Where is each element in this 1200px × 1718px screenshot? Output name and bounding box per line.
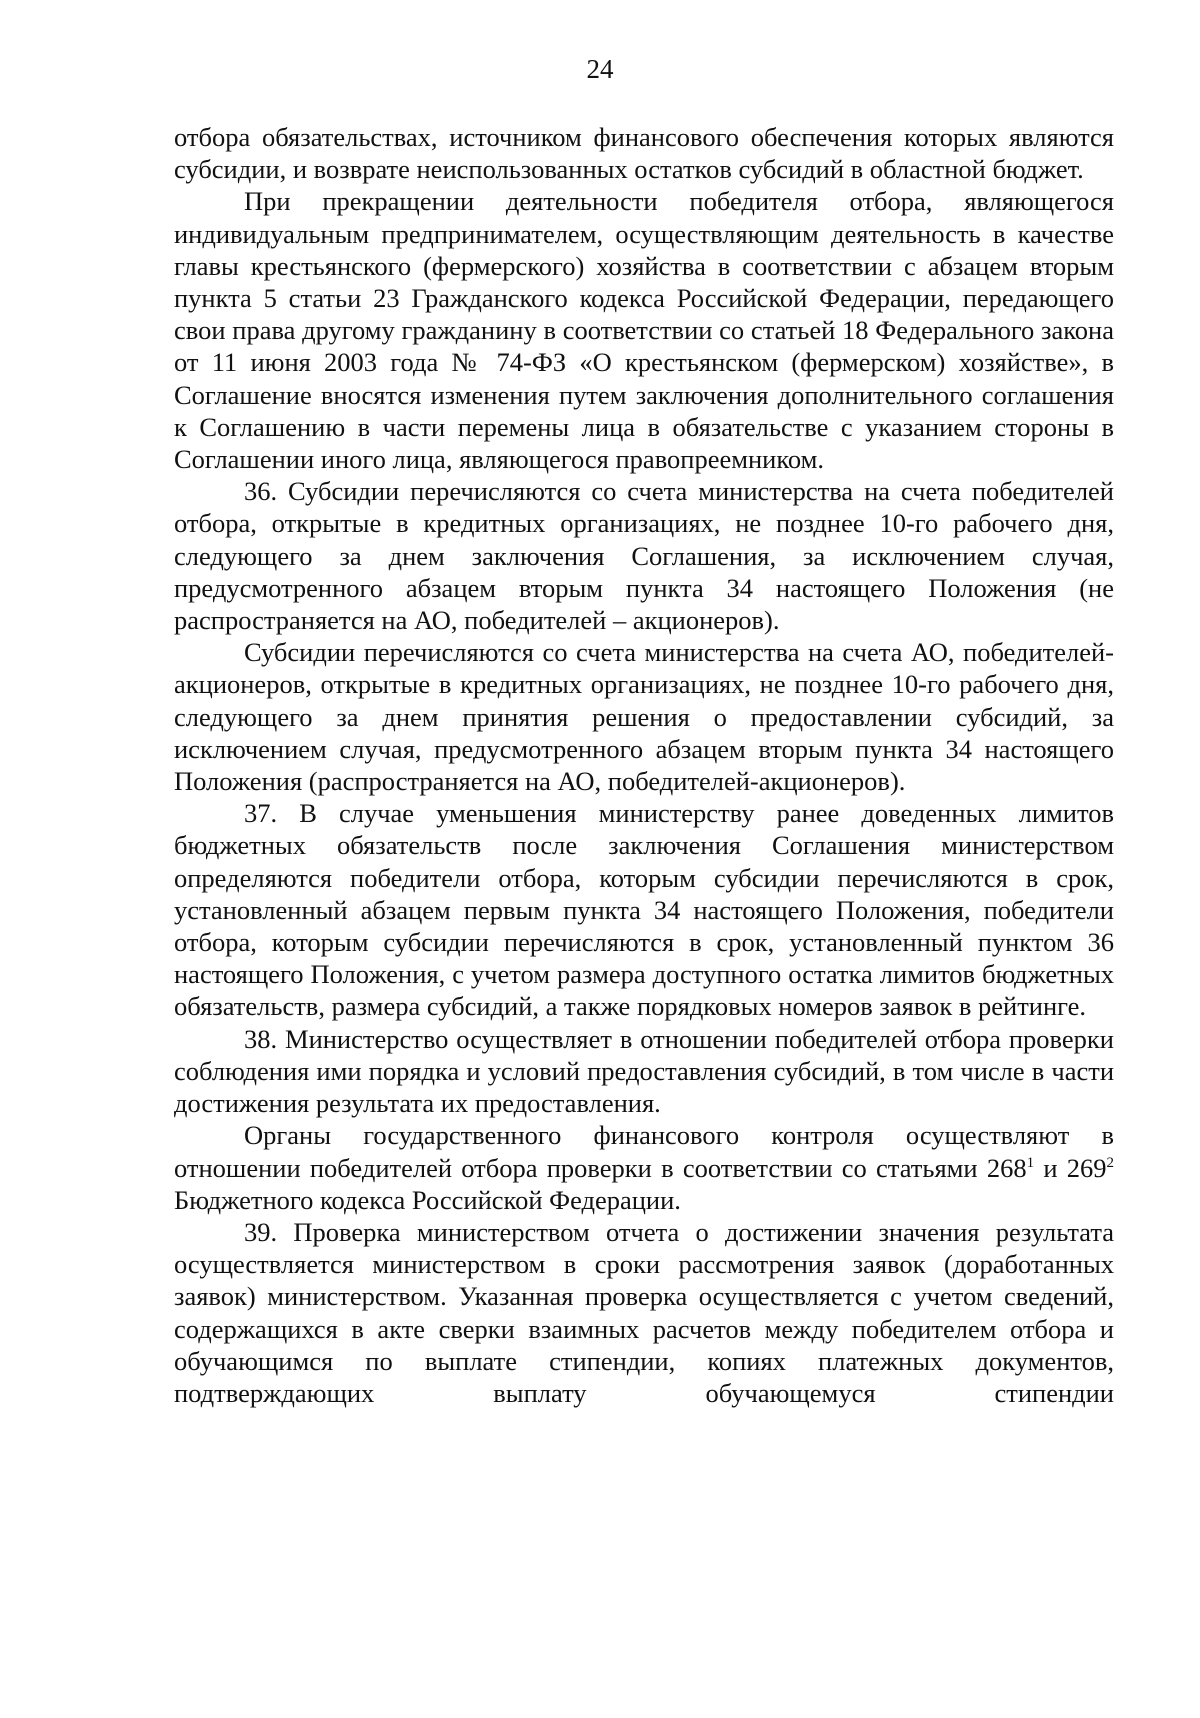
paragraph-financial-control [174, 1119, 1114, 1216]
paragraph-37: 37. В случае уменьшения министерству ранее доведенных лимитов бюджетных обязательств после заключения Соглашения министерством определяются победители отбора, которым субсидии перечисляются в срок, установленный абзацем первым пункта 34 настоящего Положения, победители отбора, которым субсидии перечисляются в срок, установленный пунктом 36 настоящего Положения, с учетом размера доступного остатка лимитов бюджетных обязательств, размера субсидий, а также порядковых номеров заявок в рейтинге. [174, 798, 1114, 1022]
superscript-2: 2 [1106, 1154, 1115, 1171]
superscript-1: 1 [1026, 1154, 1035, 1171]
paragraph-36-ao: Субсидии перечисляются со счета министерства на счета АО, победителей-акционеров, открытые в кредитных организациях, не позднее 10-го рабочего дня, следующего за днем принятия решения о предоставлении субсидий, за исключением случая, предусмотренного абзацем вторым пункта 34 настоящего Положения (распространяется на АО, победителей-акционеров). [174, 637, 1114, 797]
paragraph-farm-succession: При прекращении деятельности победителя отбора, являющегося индивидуальным предпринимателем, осуществляющим деятельность в качестве главы крестьянского (фермерского) хозяйства в соответствии с абзацем вторым пункта 5 статьи 23 Гражданского кодекса Российской Федерации, передающего свои права другому гражданину в соответствии со статьей 18 Федерального закона от 11 июня 2003 года № 74-ФЗ «О крестьянском (фермерском) хозяйстве», в Соглашение вносятся изменения путем заключения дополнительного соглашения к Соглашению в части перемены лица в обязательстве с указанием стороны в Соглашении иного лица, являющегося правопреемником. [174, 186, 1114, 475]
document-body [174, 121, 1114, 1409]
control-text-part3: Бюджетного кодекса Российской Федерации. [174, 1184, 681, 1215]
page-number: 24 [586, 54, 614, 84]
paragraph-38: 38. Министерство осуществляет в отношении победителей отбора проверки соблюдения ими порядка и условий предоставления субсидий, в том числе в части достижения результата их предоставления. [174, 1023, 1114, 1119]
control-text-part2: и 269 [1034, 1152, 1107, 1183]
paragraph-36: 36. Субсидии перечисляются со счета министерства на счета победителей отбора, открытые в кредитных организациях, не позднее 10-го рабочего дня, следующего за днем заключения Соглашения, за исключением случая, предусмотренного абзацем вторым пункта 34 настоящего Положения (не распространяется на АО, победителей – акционеров). [174, 476, 1114, 636]
control-text-part1: Органы государственного финансового контроля осуществляют в отношении победителей отбора проверки в соответствии со статьями 268 [174, 1120, 1114, 1183]
paragraph-continuation: отбора обязательствах, источником финансового обеспечения которых являются субсидии, и возврате неиспользованных остатков субсидий в областной бюджет. [174, 122, 1114, 185]
paragraph-39: 39. Проверка министерством отчета о достижении значения результата осуществляется министерством в сроки рассмотрения заявок (доработанных заявок) министерством. Указанная проверка осуществляется с учетом сведений, содержащихся в акте сверки взаимных расчетов между победителем отбора и обучающимся по выплате стипендии, копиях платежных документов, подтверждающих выплату обучающемуся стипендии [174, 1216, 1114, 1408]
